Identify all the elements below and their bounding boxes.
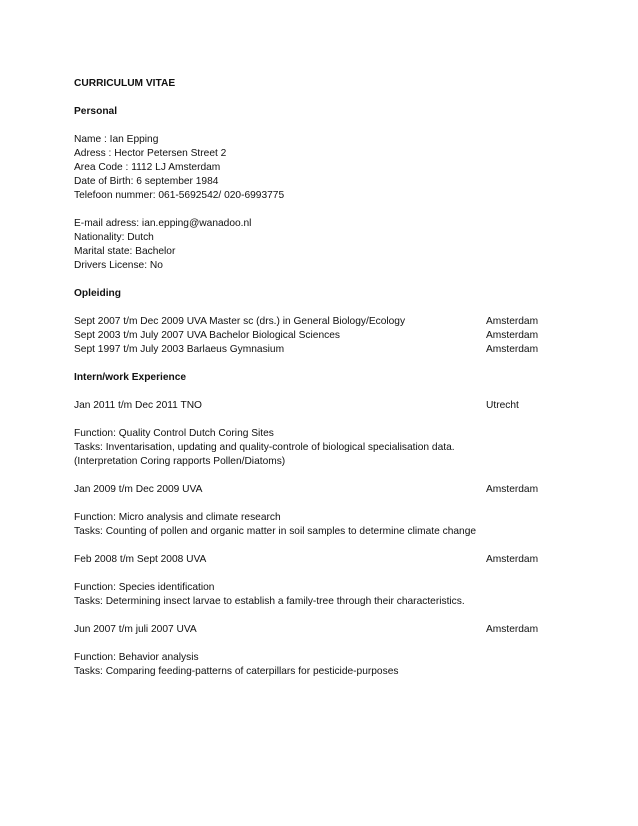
job-note: (Interpretation Coring rapports Pollen/Diatoms) — [74, 456, 286, 467]
personal-address: Adress : Hector Petersen Street 2 — [74, 148, 227, 159]
job-period-row — [74, 399, 544, 413]
personal-drivers-license: Drivers License: No — [74, 260, 163, 271]
job-function: Function: Species identification — [74, 582, 215, 593]
personal-marital-state: Marital state: Bachelor — [74, 246, 176, 257]
job-function: Function: Behavior analysis — [74, 652, 199, 663]
education-item-text: Sept 1997 t/m July 2003 Barlaeus Gymnasium — [74, 344, 285, 355]
job-period-row — [74, 553, 544, 567]
job-city: Amsterdam — [486, 554, 539, 565]
section-heading-experience: Intern/work Experience — [74, 372, 187, 383]
job-function: Function: Micro analysis and climate research — [74, 512, 281, 523]
education-item-text: Sept 2007 t/m Dec 2009 UVA Master sc (drs.) in General Biology/Ecology — [74, 316, 406, 327]
job-tasks: Tasks: Counting of pollen and organic matter in soil samples to determine climate change — [74, 526, 477, 537]
section-heading-education: Opleiding — [74, 288, 121, 299]
personal-phone: Telefoon nummer: 061-5692542/ 020-6993775 — [74, 190, 285, 201]
job-city: Amsterdam — [486, 624, 539, 635]
education-item-city: Amsterdam — [486, 344, 539, 355]
job-period: Feb 2008 t/m Sept 2008 UVA — [74, 554, 207, 565]
education-item — [74, 329, 544, 343]
education-item — [74, 343, 544, 357]
job-tasks: Tasks: Determining insect larvae to establish a family-tree through their characteristics. — [74, 596, 465, 607]
personal-area-code: Area Code : 1112 LJ Amsterdam — [74, 162, 221, 173]
personal-date-of-birth: Date of Birth: 6 september 1984 — [74, 176, 219, 187]
job-tasks: Tasks: Inventarisation, updating and quality-controle of biological specialisation data. — [74, 442, 455, 453]
job-city: Utrecht — [486, 400, 519, 411]
job-tasks: Tasks: Comparing feeding-patterns of caterpillars for pesticide-purposes — [74, 666, 399, 677]
job-function: Function: Quality Control Dutch Coring Sites — [74, 428, 274, 439]
education-item-city: Amsterdam — [486, 330, 539, 341]
job-period: Jan 2009 t/m Dec 2009 UVA — [74, 484, 203, 495]
education-item-text: Sept 2003 t/m July 2007 UVA Bachelor Biological Sciences — [74, 330, 340, 341]
education-item-city: Amsterdam — [486, 316, 539, 327]
job-city: Amsterdam — [486, 484, 539, 495]
job-period-row — [74, 623, 544, 637]
education-item — [74, 315, 544, 329]
job-period: Jan 2011 t/m Dec 2011 TNO — [74, 400, 202, 411]
document-title: CURRICULUM VITAE — [74, 78, 176, 89]
job-period: Jun 2007 t/m juli 2007 UVA — [74, 624, 197, 635]
job-period-row — [74, 483, 544, 497]
section-heading-personal: Personal — [74, 106, 118, 117]
personal-name: Name : Ian Epping — [74, 134, 159, 145]
personal-email: E-mail adress: ian.epping@wanadoo.nl — [74, 218, 252, 229]
personal-nationality: Nationality: Dutch — [74, 232, 154, 243]
cv-document — [74, 77, 544, 679]
